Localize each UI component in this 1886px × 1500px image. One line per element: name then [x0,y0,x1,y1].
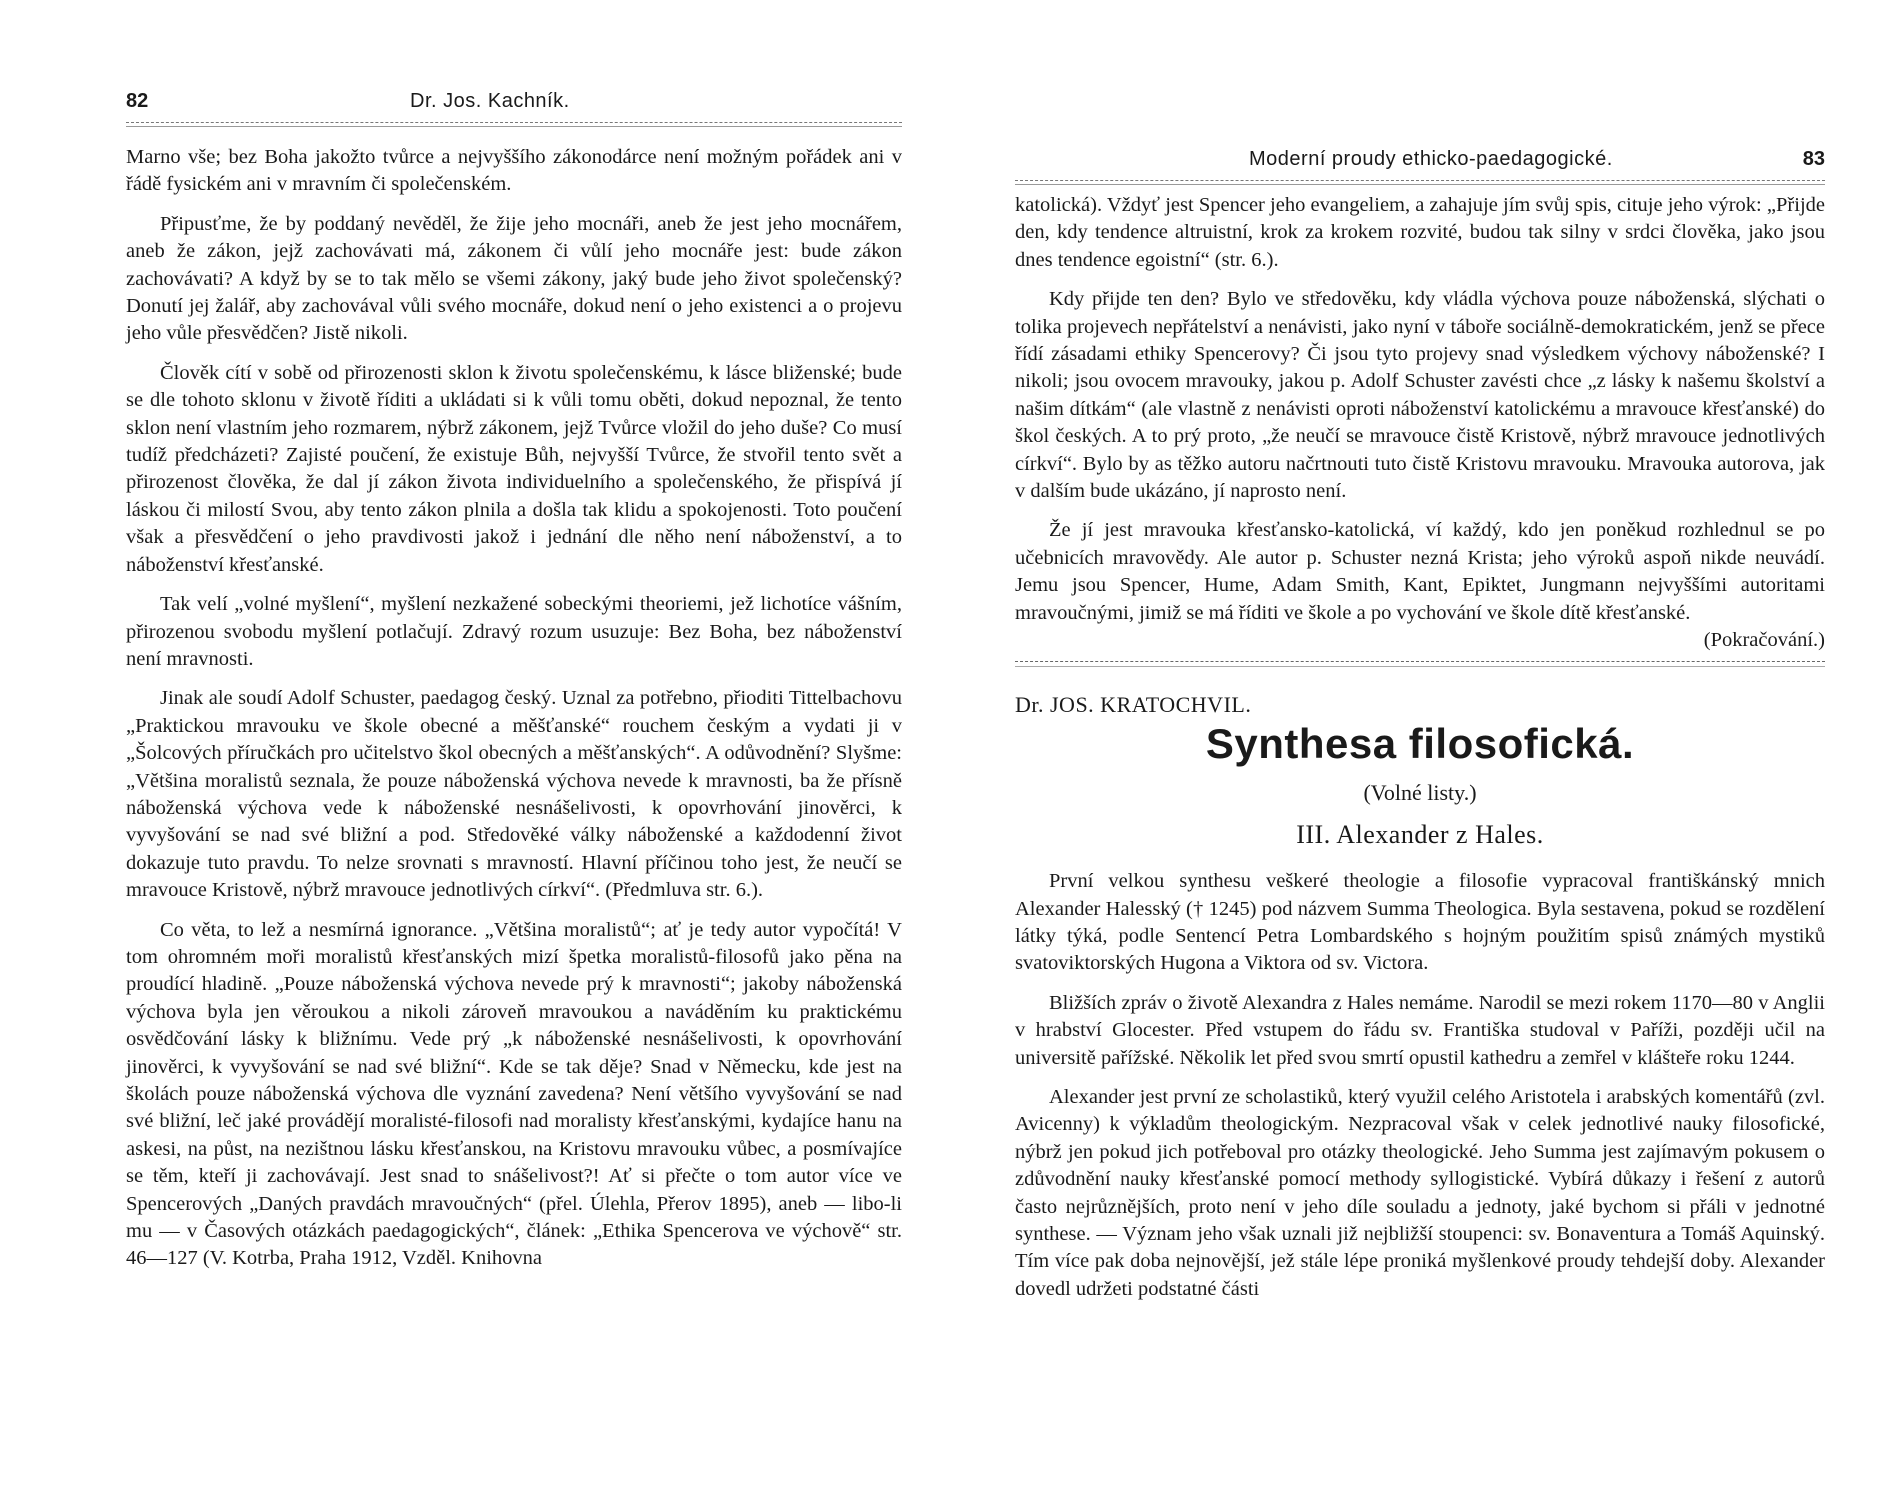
paragraph: Alexander jest první ze scholastiků, který využil celého Aristotela i arabských komentářů (zvl. Avicenny) k výkladům theologickým. Nezpracoval však v celek jednotlivé nauky filosofické, nýbrž jen pokud jich potřeboval pro otázky theologické. Jeho Summa jest zajímavým pokusem o zdůvodnění nauky křesťanské pomocí methody syllogistické. Vybírá důkazy i řešení z autorů často nejrůznějších, proto není v jeho díle souladu a jednoty, jaké bychom si přáli v jednotné synthese. — Význam jeho však uznali již nejbližší stoupenci: sv. Bonaventura a Tomáš Aquinský. Tím více pak doba nejnovější, jež stále lépe proniká myšlenkové proudy tehdejší doby. Alexander dovedl udržeti podstatné části [1015,1085,1825,1300]
page-number: 83 [1802,148,1825,170]
running-head [1015,148,1825,182]
paragraph: Kdy přijde ten den? Bylo ve středověku, kdy vládla výchova pouze náboženská, slýchati o tolika projevech nepřátelství a nenávisti, jako nyní v táboře sociálně-demokratickém, jenž se přece řídí zásadami ethiky Spencerovy? Či jsou tyto projevy snad výsledkem výchovy náboženské? I nikoli; jsou ovocem mravouky, jakou p. Adolf Schuster zavésti chce „z lásky k našemu školství a našim dítkám“ (ale vlastně z nenávisti oproti náboženství katolickému a mravouce křesťanské) do škol českých. A to prý proto, „že neučí se mravouce čistě Kristově, nýbrž mravouce jednotlivých církví“. Bylo by as těžko autoru načrtnouti tuto čistě Kristovu mravouku. Mravouka autorova, jak v dalším bude ukázáno, jí naprosto není. [1015,288,1825,503]
article-author: Dr. JOS. KRATOCHVIL. [1015,692,1252,718]
header-rule [126,122,902,123]
body-text [126,144,902,1273]
header-rule [1015,180,1825,181]
left-page [126,0,902,1285]
right-page [1015,0,1825,1315]
paragraph [1015,517,1825,652]
paragraph: Tak velí „volné myšlení“, myšlení nezkažené sobeckými theoriemi, jež lichotíce vášním, přirozenou svobodu myšlení potlačují. Zdravý rozum usuzuje: Bez Boha, bez náboženství není mravnosti. [126,593,902,670]
paragraph: Připusťme, že by poddaný nevěděl, že žije jeho mocnáři, aneb že jest jeho mocnářem, aneb že zákon, jejž zachovávati má, zákonem či vůlí jeho mocnáře jest: bude zákon zachovávati? A když by se to tak mělo se všemi zákony, jaký bude jeho život společenský? Donutí jej žalář, aby zachovával vůli svého mocnáře, dokud není o jeho existenci a o projevu jeho vůle přesvědčen? Jistě nikoli. [126,212,902,345]
paragraph: Bližších zpráv o životě Alexandra z Hales nemáme. Narodil se mezi rokem 1170—80 v Anglii v hrabství Glocester. Před vstupem do řádu sv. Františka studoval v Paříži, později učil na universitě pařížské. Několik let před svou smrtí opustil kathedru a zemřel v klášteře roku 1244. [1015,991,1825,1069]
paragraph: Člověk cítí v sobě od přirozenosti sklon k životu společenskému, k lásce bliženské; bude se dle tohoto sklonu v životě říditi a ukládati si k vůli tomu oběti, dokud nepoznal, že tento sklon není vlastním jeho rozmarem, nýbrž zákonem, jejž Tvůrce vložil do jeho duše? Co musí tudíž předcházeti? Zajisté poučení, že existuje Bůh, nejvyšší Tvůrce, že stvořil tento svět a přirozenost člověka, že dal jí zákon života individuelního a společenského, že přispívá jí láskou či milostí Svou, aby tento zákon plnila a došla tak klidu a spokojenosti. Toto poučení však a přesvědčení o jeho pravdivosti jakož i jednání dle něho není náboženství, a to náboženství křesťanské. [126,361,902,576]
paragraph: Jinak ale soudí Adolf Schuster, paedagog český. Uznal za potřebno, přioditi Tittelbachovu „Praktickou mravouku ve škole obecné a měšťanské“ rouchem českým a vydati ji v „Šolcových příručkách pro učitelstvo škol obecných a měšťanských“. A odůvodnění? Slyšme: „Většina moralistů seznala, že pouze náboženská výchova nevede k mravnosti, ba že přísně náboženská výchova vede k náboženské nesnášelivosti, k opovrhování jinověrci, k vyvyšování se nad své bližní a pod. Středověké války náboženské a každodenní život dokazuje tuto pravdu. To nelze srovnati s mravností. Hlavní příčinou toho jest, že neučí se mravouce Kristově, nýbrž mravouce jednotlivých církví“. (Předmluva str. 6.). [126,687,902,902]
paragraph: Marno vše; bez Boha jakožto tvůrce a nejvyššího zákonodárce není možným pořádek ani v řádě fysickém ani v mravním či společenském. [126,146,902,196]
running-head [126,90,902,124]
article-section-heading: III. Alexander z Hales. [1296,820,1544,850]
continued-note: (Pokračování.) [1703,629,1825,652]
article-body [1015,868,1825,1303]
running-head-title: Dr. Jos. Kachník. [410,90,570,112]
paragraph: První velkou synthesu veškeré theologie a filosofie vypracoval františkánský mnich Alexander Halesský († 1245) pod názvem Summa Theologica. Byla sestavena, pokud se rozdělení látky týká, podle Sentencí Petra Lombardského s hojným použitím spisů známých mystiků svatoviktorských Hugona a Viktora od sv. Victora. [1015,870,1825,975]
paragraph-text: Že jí jest mravouka křesťansko-katolická, ví každý, kdo jen poněkud rozhlednul se po učebnicích mravovědy. Ale autor p. Schuster nezná Krista; jeho výroků aspoň nikde neuvádí. Jemu jsou Spencer, Hume, Adam Smith, Kant, Epiktet, Jungmann nejvyššími autoritami mravoučnými, jimiž se má říditi ve škole a po vychování ve škole dítě křesťanské. [1015,519,1825,624]
page-number: 82 [126,90,149,112]
body-text [1015,192,1825,652]
running-head-title: Moderní proudy ethicko-paedagogické. [1249,148,1613,170]
article-title: Synthesa filosofická. [1205,720,1635,768]
paragraph: katolická). Vždyť jest Spencer jeho evangeliem, a zahajuje jím svůj spis, cituje jeho výrok: „Přijde den, kdy tendence altruistní, krok za krokem rozvité, budou tak silny v srdci člověka, jako jsou dnes tendence egoistní“ (str. 6.). [1015,194,1825,271]
paragraph: Co věta, to lež a nesmírná ignorance. „Většina moralistů“; ať je tedy autor vypočítá! V tom ohromném moři moralistů křesťanských mizí špetka moralistů-filosofů jako pěna na proudící hladině. „Pouze náboženská výchova nevede prý k mravnosti“; jakoby náboženská výchova byla jen věroukou a nikoli zároveň mravoukou a naváděním ku praktickému osvědčování lásky k bližnímu. Vede prý „k náboženské nesnášelivosti, k opovrhování jinověrci, k vyvyšování se nad své bližní“. Kde se tak děje? Snad v Německu, kde jest na školách pouze náboženská výchova dle vyznání zavedena? Není většího vyvyšování se nad své bližní, leč jaké provádějí moralisté-filosofi nad moralisty křesťanskými, kydajíce hanu na askesi, na půst, na nezištnou lásku křesťanskou, na Kristovu mravouku vůbec, a posmívajíce se těm, kteří ji zachovávají. Jest snad to snášelivost?! Ať si přečte o tom autor více ve Spencerových „Daných pravdách mravoučných“ (přel. Úlehla, Přerov 1895), aneb — libo-li mu — v Časových otázkách paedagogických“, článek: „Ethika Spencerova ve výchově“ str. 46—127 (V. Kotrba, Praha 1912, Vzděl. Knihovna [126,918,902,1270]
section-divider [1015,661,1825,662]
article-subtitle: (Volné listy.) [1363,780,1477,806]
